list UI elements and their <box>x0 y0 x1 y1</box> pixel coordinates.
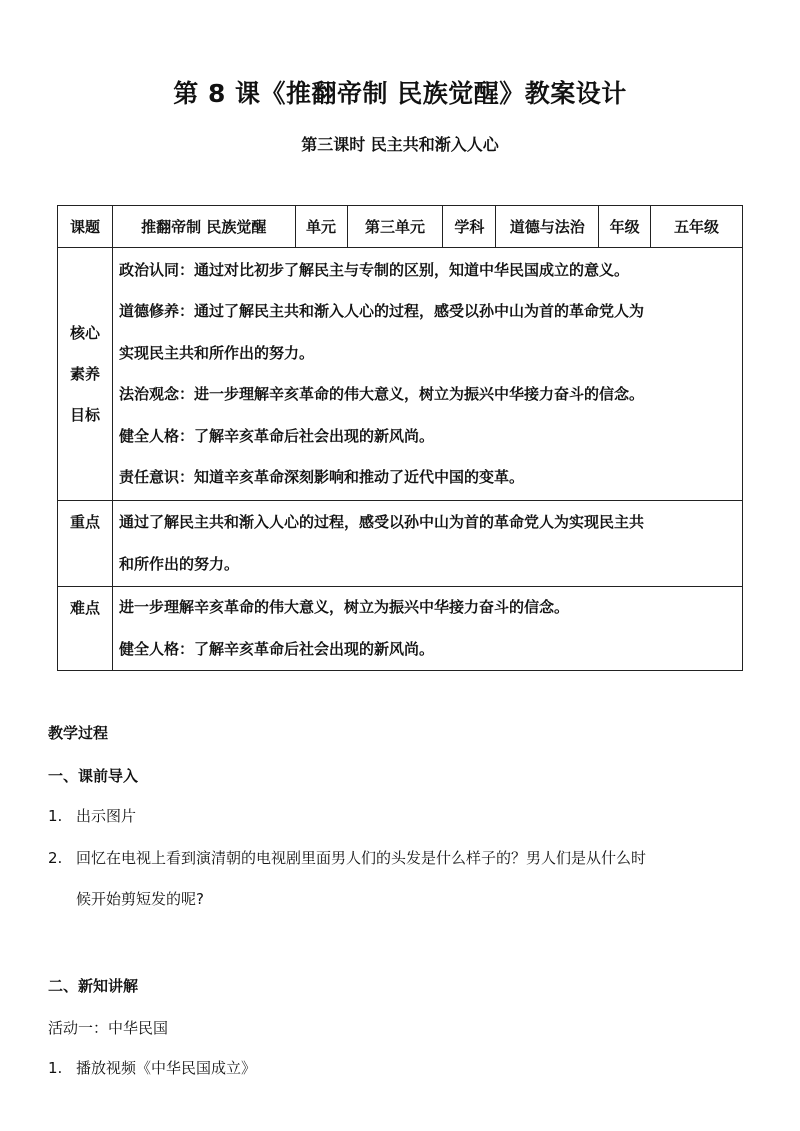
core-goals-label-line: 目标 <box>69 405 100 424</box>
core-goal-line: 政治认同：通过对比初步了解民主与专制的区别，知道中华民国成立的意义。 <box>118 260 629 279</box>
core-goals-label-line: 素养 <box>69 364 100 383</box>
header-cell-unit-label: 单元 <box>295 206 347 248</box>
core-goals-label-line: 核心 <box>69 323 100 342</box>
list-item <box>48 1048 758 1089</box>
difficult-points-content <box>112 587 742 671</box>
core-goal-line: 实现民主共和所作出的努力。 <box>118 343 314 362</box>
header-cell-subject-value: 道德与法治 <box>496 206 599 248</box>
key-point-line: 通过了解民主共和渐入人心的过程，感受以孙中山为首的革命党人为实现民主共 <box>118 513 644 531</box>
header-cell-grade-label: 年级 <box>599 206 651 248</box>
key-points-label: 重点 <box>58 501 113 587</box>
header-cell-unit-value: 第三单元 <box>347 206 443 248</box>
table-row-core-goals <box>58 248 743 501</box>
key-point-line: 和所作出的努力。 <box>118 554 239 573</box>
key-points-content <box>112 501 742 587</box>
core-goal-line: 道德修养：通过了解民主共和渐入人心的过程，感受以孙中山为首的革命党人为 <box>118 302 644 320</box>
table-row-key-points <box>58 501 743 587</box>
difficult-points-label: 难点 <box>58 587 113 671</box>
difficult-point-line: 健全人格：了解辛亥革命后社会出现的新风尚。 <box>118 639 434 658</box>
header-cell-subject-label: 学科 <box>443 206 496 248</box>
lesson-info-table <box>57 205 743 671</box>
difficult-point-line: 进一步理解辛亥革命的伟大意义，树立为振兴中华接力奋斗的信念。 <box>118 598 569 616</box>
header-cell-topic-value: 推翻帝制 民族觉醒 <box>112 206 295 248</box>
core-goals-label <box>58 248 113 501</box>
part2-heading: 二、新知讲解 <box>48 977 139 995</box>
page-subtitle: 第三课时 民主共和渐入人心 <box>301 135 499 154</box>
teaching-process-heading: 教学过程 <box>48 724 109 742</box>
table-row-difficult-points <box>58 587 743 671</box>
header-cell-grade-value: 五年级 <box>651 206 743 248</box>
core-goal-line: 责任意识：知道辛亥革命深刻影响和推动了近代中国的变革。 <box>118 468 524 486</box>
list-item <box>48 796 758 837</box>
core-goals-content <box>112 248 742 501</box>
list-item-number: 1. <box>48 807 63 825</box>
header-cell-topic-label: 课题 <box>58 206 113 248</box>
table-header-row <box>58 206 743 248</box>
activity-heading: 活动一：中华民国 <box>48 1019 169 1037</box>
list-item-text: 播放视频《中华民国成立》 <box>76 1059 257 1077</box>
page-title: 第 8 课《推翻帝制 民族觉醒》教案设计 <box>173 79 627 108</box>
core-goal-line: 健全人格：了解辛亥革命后社会出现的新风尚。 <box>118 426 434 445</box>
list-item-text: 候开始剪短发的呢? <box>76 890 204 908</box>
part1-heading: 一、课前导入 <box>48 767 139 785</box>
core-goal-line: 法治观念：进一步理解辛亥革命的伟大意义，树立为振兴中华接力奋斗的信念。 <box>118 385 644 403</box>
list-item-text: 出示图片 <box>76 807 137 825</box>
list-item-number: 1. <box>48 1059 63 1077</box>
list-item <box>48 838 758 920</box>
list-item-number: 2. <box>48 849 63 867</box>
list-item-text: 回忆在电视上看到演清朝的电视剧里面男人们的头发是什么样子的？男人们是从什么时 <box>76 849 647 867</box>
